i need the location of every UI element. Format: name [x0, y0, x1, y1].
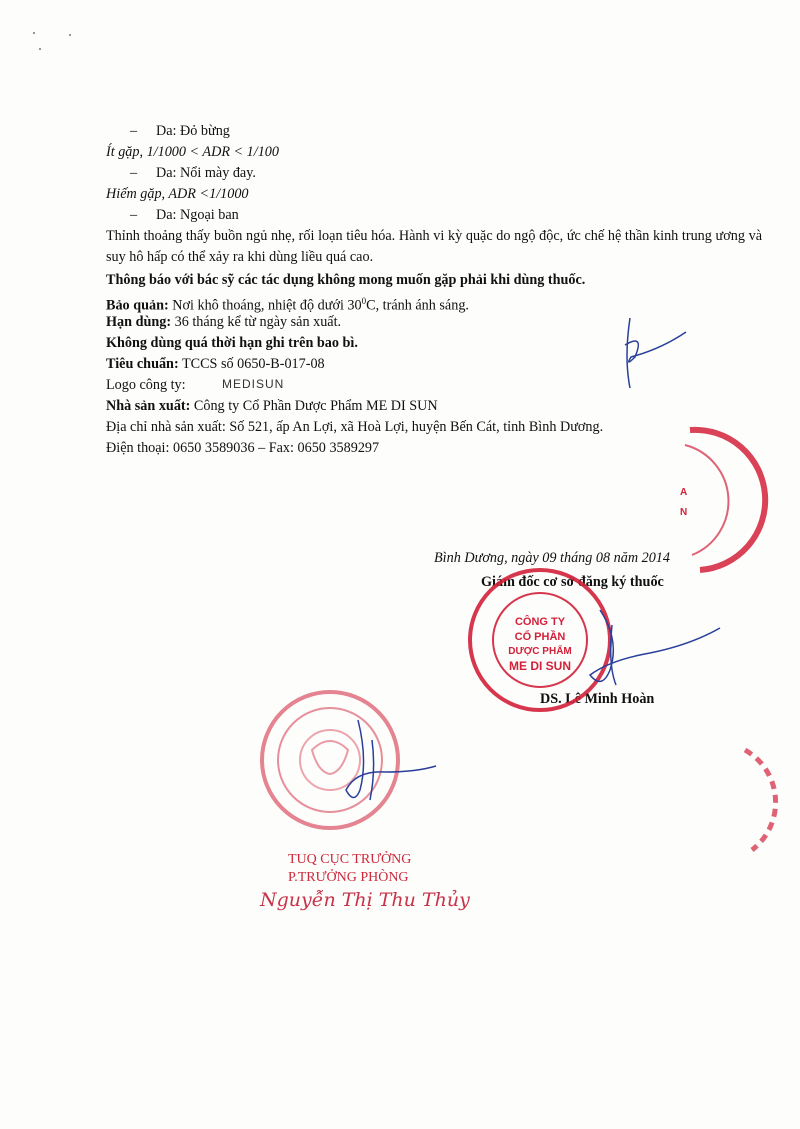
frequency-uncommon: Ít gặp, 1/1000 < ADR < 1/100: [106, 144, 279, 160]
approval-signature: Nguyễn Thị Thu Thủy: [260, 889, 470, 911]
list-item: – Da: Đỏ bừng: [130, 123, 230, 139]
phone-fax-line: Điện thoại: 0650 3589036 – Fax: 0650 3589297: [106, 440, 380, 456]
svg-text:N: N: [680, 507, 688, 518]
signer-title: Giám đốc cơ sở đăng ký thuốc: [481, 574, 664, 590]
address-line: Địa chỉ nhà sản xuất: Số 521, ấp An Lợi, xã Hoà Lợi, huyện Bến Cát, tỉnh Bình Dương.: [106, 419, 604, 435]
list-item: – Da: Ngoại ban: [130, 207, 239, 223]
do-not-use-note: Không dùng quá thời hạn ghi trên bao bì.: [106, 335, 358, 351]
initial-signature: [625, 318, 686, 388]
approval-title-1: TUQ CỤC TRƯỞNG: [288, 852, 412, 867]
overdose-paragraph: Thỉnh thoảng thấy buồn ngủ nhẹ, rối loạn tiêu hóa. Hành vi kỳ quặc do ngộ độc, ức chế hệ thần kinh trung ương và suy hô hấp có thể xảy ra khi dùng liều quá cao.: [106, 228, 762, 265]
date-line: Bình Dương, ngày 09 tháng 08 năm 2014: [434, 550, 670, 566]
standard-line: Tiêu chuẩn: TCCS số 0650-B-017-08: [106, 356, 325, 372]
stamp-line-3: DƯỢC PHẨM: [508, 646, 572, 657]
expiry-line: Hạn dùng: 36 tháng kể từ ngày sản xuất.: [106, 314, 342, 330]
stamp-line-2: CỔ PHẦN: [514, 631, 566, 643]
approval-title-2: P.TRƯỞNG PHÒNG: [288, 870, 409, 885]
frequency-rare: Hiếm gặp, ADR <1/1000: [106, 186, 249, 202]
list-item: – Da: Nổi mày đay.: [130, 165, 256, 181]
manufacturer-line: Nhà sản xuất: Công ty Cổ Phần Dược Phẩm ME DI SUN: [106, 398, 438, 414]
ministry-stamp: [262, 692, 398, 828]
storage-line: Bảo quản: Nơi khô thoáng, nhiệt độ dưới $30^0C$, tránh ánh sáng.: [106, 296, 469, 314]
medisun-logo: MEDISUN: [222, 377, 285, 391]
svg-text:A: A: [680, 487, 688, 498]
signer-name: DS. Lê Minh Hoàn: [540, 691, 655, 707]
notify-doctor-note: Thông báo với bác sỹ các tác dụng không mong muốn gặp phải khi dùng thuốc.: [106, 272, 586, 288]
stamp-line-4: ME DI SUN: [508, 659, 572, 673]
partial-stamp-right: [680, 430, 765, 570]
partial-stamp-right-lower: [745, 750, 776, 850]
logo-label: Logo công ty:: [106, 377, 186, 393]
stamp-line-1: CÔNG TY: [514, 616, 566, 628]
company-stamp: [470, 570, 610, 710]
